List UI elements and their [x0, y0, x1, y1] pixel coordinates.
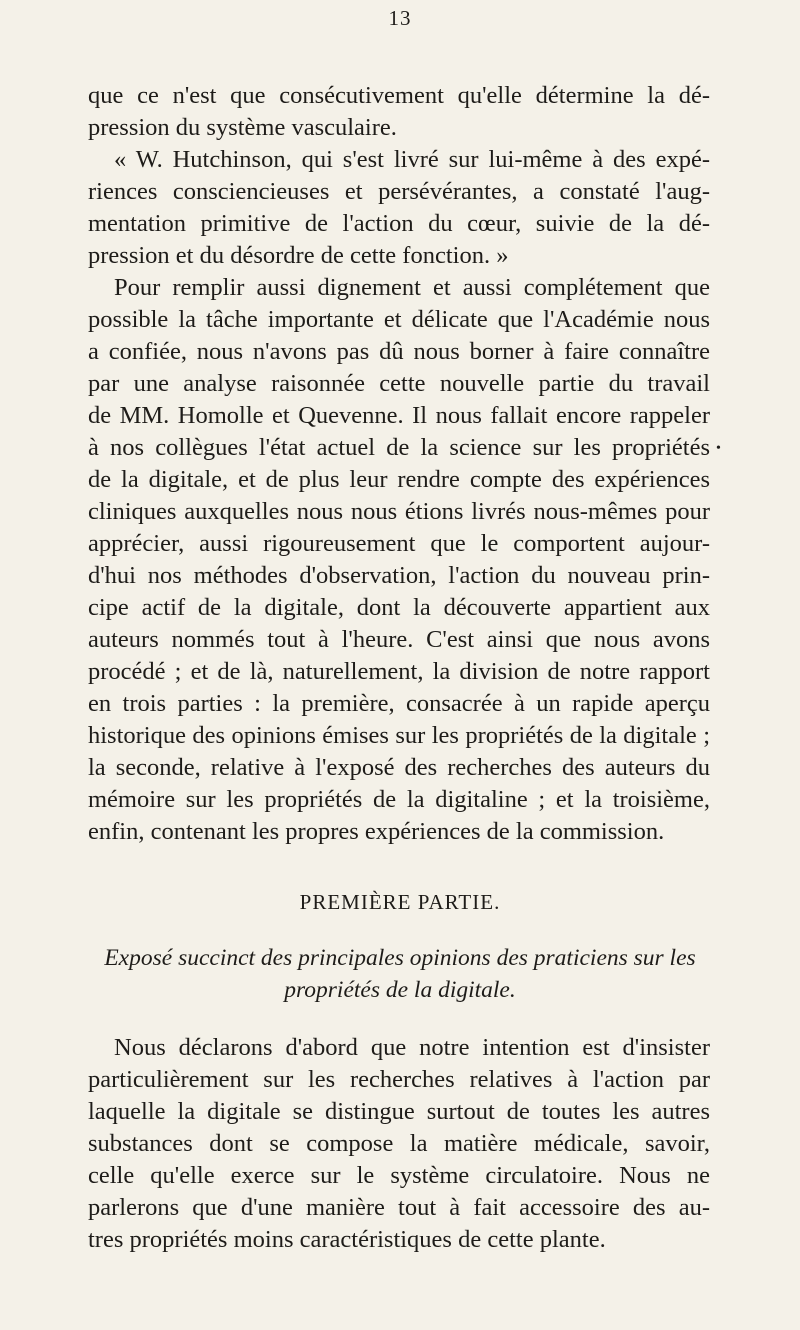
text-line: enfin, contenant les propres expériences de la commission. — [88, 818, 665, 845]
text-line: que ce n'est que consécutivement qu'elle détermine la dé- — [88, 82, 710, 109]
text-line: la seconde, relative à l'exposé des recherches des auteurs du — [88, 754, 710, 781]
text-line: auteurs nommés tout à l'heure. C'est ainsi que nous avons — [88, 626, 710, 653]
text-line: cipe actif de la digitale, dont la découverte appartient aux — [88, 594, 710, 621]
page-number: 13 — [388, 6, 412, 30]
text-line: en trois parties : la première, consacrée à un rapide aperçu — [88, 690, 710, 717]
text-line: historique des opinions émises sur les propriétés de la digitale ; — [88, 722, 710, 749]
text-line: apprécier, aussi rigoureusement que le comportent aujour- — [88, 530, 710, 557]
margin-dot: • — [716, 441, 721, 456]
text-line: par une analyse raisonnée cette nouvelle partie du travail — [88, 370, 710, 397]
text-line: de la digitale, et de plus leur rendre compte des expériences — [88, 466, 710, 493]
text-line: possible la tâche importante et délicate que l'Académie nous — [88, 306, 710, 333]
text-line: Nous déclarons d'abord que notre intention est d'insister — [114, 1034, 710, 1061]
section-subtitle: propriétés de la digitale. — [284, 977, 516, 1003]
section-subtitle: Exposé succinct des principales opinions des praticiens sur les — [104, 945, 696, 971]
text-line: cliniques auxquelles nous nous étions livrés nous-mêmes pour — [88, 498, 710, 525]
text-line: pression du système vasculaire. — [88, 114, 397, 141]
text-line: procédé ; et de là, naturellement, la division de notre rapport — [88, 658, 710, 685]
text-line: « W. Hutchinson, qui s'est livré sur lui-même à des expé- — [114, 146, 710, 173]
text-line: mémoire sur les propriétés de la digitaline ; et la troisième, — [88, 786, 710, 813]
section-heading: PREMIÈRE PARTIE. — [299, 890, 501, 914]
text-line: d'hui nos méthodes d'observation, l'action du nouveau prin- — [88, 562, 710, 589]
text-line: parlerons que d'une manière tout à fait accessoire des au- — [88, 1194, 710, 1221]
text-line: laquelle la digitale se distingue surtout de toutes les autres — [88, 1098, 710, 1125]
text-line: de MM. Homolle et Quevenne. Il nous fallait encore rappeler — [88, 402, 710, 429]
text-line: riences consciencieuses et persévérantes, a constaté l'aug- — [88, 178, 710, 205]
text-line: à nos collègues l'état actuel de la science sur les propriétés — [88, 434, 710, 461]
text-line: substances dont se compose la matière médicale, savoir, — [88, 1130, 710, 1157]
text-line: particulièrement sur les recherches relatives à l'action par — [88, 1066, 710, 1093]
text-line: mentation primitive de l'action du cœur, suivie de la dé- — [88, 210, 710, 237]
text-line: celle qu'elle exerce sur le système circulatoire. Nous ne — [88, 1162, 710, 1189]
text-line: pression et du désordre de cette fonction. » — [88, 242, 509, 269]
text-line: a confiée, nous n'avons pas dû nous borner à faire connaître — [88, 338, 710, 365]
text-line: tres propriétés moins caractéristiques de cette plante. — [88, 1226, 606, 1253]
text-line: Pour remplir aussi dignement et aussi complétement que — [114, 274, 710, 301]
